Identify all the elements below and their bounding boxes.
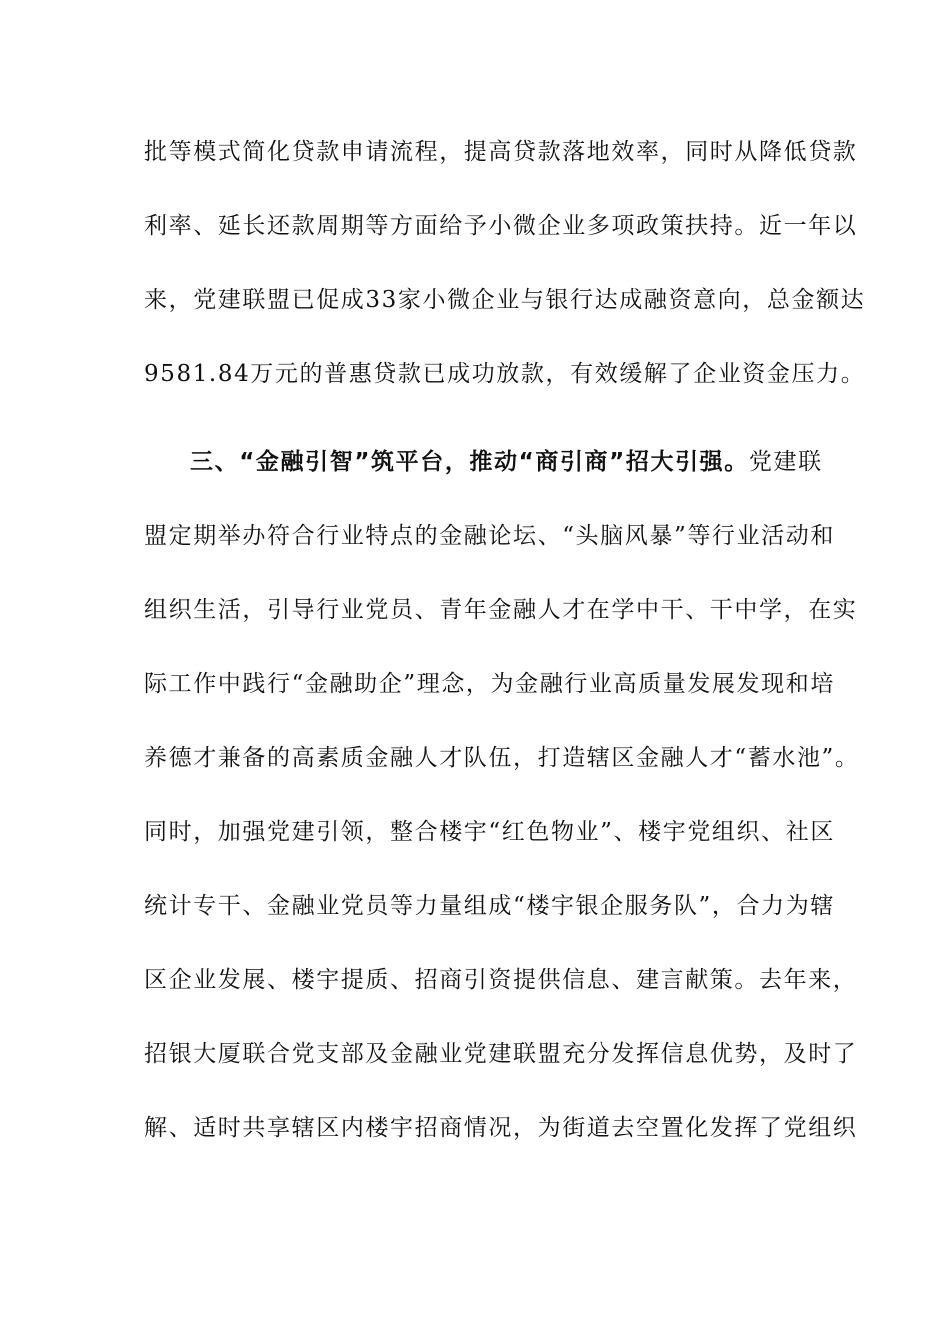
paragraph2-line-6: 同时，加强党建引领，整合楼宇“红色物业”、楼宇党组织、社区: [144, 819, 835, 845]
paragraph1-line-4: 9581.84万元的普惠贷款已成功放款，有效缓解了企业资金压力。: [144, 361, 866, 387]
paragraph2-line-5: 养德才兼备的高素质金融人才队伍，打造辖区金融人才“蓄水池”。: [144, 745, 860, 771]
paragraph2-line-2: 盟定期举办符合行业特点的金融论坛、“头脑风暴”等行业活动和: [144, 523, 835, 549]
paragraph2-first-line: [190, 447, 870, 477]
paragraph1-line-2: 利率、延长还款周期等方面给予小微企业多项政策扶持。近一年以: [144, 213, 858, 239]
paragraph1-line-1: 批等模式简化贷款申请流程，提高贷款落地效率，同时从降低贷款: [144, 139, 858, 165]
paragraph2-line-3: 组织生活，引导行业党员、青年金融人才在学中干、干中学，在实: [144, 597, 858, 623]
paragraph2-first-line-rest: 党建联: [748, 449, 823, 475]
section-heading: 三、“金融引智”筑平台，推动“商引商”招大引强。: [190, 449, 749, 475]
paragraph2-line-7: 统计专干、金融业党员等力量组成“楼宇银企服务队”，合力为辖: [144, 893, 835, 919]
paragraph1-line-3: 来，党建联盟已促成33家小微企业与银行达成融资意向，总金额达: [144, 287, 866, 313]
paragraph2-line-10: 解、适时共享辖区内楼宇招商情况，为街道去空置化发挥了党组织: [144, 1115, 858, 1141]
paragraph2-line-9: 招银大厦联合党支部及金融业党建联盟充分发挥信息优势，及时了: [144, 1041, 858, 1067]
paragraph2-line-8: 区企业发展、楼宇提质、招商引资提供信息、建言献策。去年来，: [144, 967, 858, 993]
paragraph2-line-4: 际工作中践行“金融助企”理念，为金融行业高质量发展发现和培: [144, 671, 835, 697]
